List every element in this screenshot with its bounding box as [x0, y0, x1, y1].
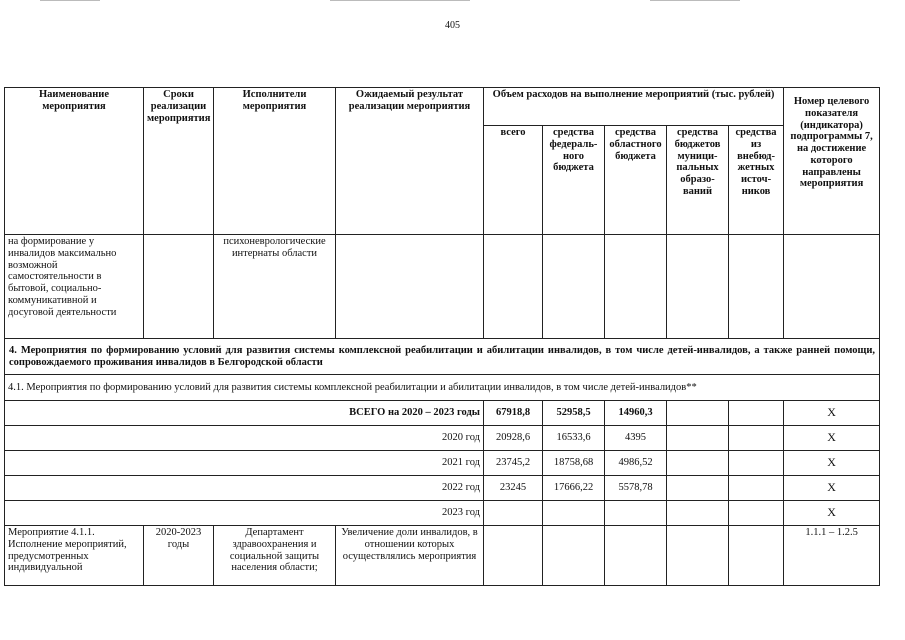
cell-total [484, 235, 543, 339]
year-municipal [667, 451, 729, 476]
year-label: 2023 год [5, 501, 484, 526]
totals-label: ВСЕГО на 2020 – 2023 годы [5, 401, 484, 426]
year-extrabudget [729, 451, 784, 476]
header-expenses-group: Объем расходов на выполнение мероприятий (тыс. рублей) [484, 88, 784, 126]
header-sub-regional: средства областного бюджета [605, 126, 667, 235]
subsection-41-title: 4.1. Мероприятия по формированию условий для развития системы комплексной реабилитации и абилитации инвалидов, в том числе детей-инвалидов** [5, 375, 880, 401]
year-total: 20928,6 [484, 426, 543, 451]
year-indicator: Х [784, 476, 880, 501]
cell-federal [543, 235, 605, 339]
year-total: 23245 [484, 476, 543, 501]
totals-regional: 14960,3 [605, 401, 667, 426]
header-col-result: Ожидаемый результат реализации мероприятия [336, 88, 484, 235]
year-row-2021 [5, 451, 880, 476]
scan-top-line-right [650, 0, 740, 1]
year-label: 2020 год [5, 426, 484, 451]
year-extrabudget [729, 476, 784, 501]
totals-extrabudget [729, 401, 784, 426]
header-col-indicator: Номер целевого показателя (индикатора) подпрограммы 7, на достижение которого направлены мероприятия [784, 88, 880, 235]
section-4-title: 4. Мероприятия по формированию условий для развития системы комплексной реабилитации и абилитации инвалидов, в том числе детей-инвалидов, а также ранней помощи, сопровождаемого проживания инвалидов в Белгородской области [5, 339, 880, 375]
measure-total [484, 526, 543, 586]
cell-regional [605, 235, 667, 339]
measures-table [4, 87, 880, 586]
year-federal [543, 501, 605, 526]
measure-regional [605, 526, 667, 586]
measure-extrabudget [729, 526, 784, 586]
year-extrabudget [729, 501, 784, 526]
year-row-2020 [5, 426, 880, 451]
header-sub-municipal: средства бюджетов муници-пальных образо-ваний [667, 126, 729, 235]
table-row-measure-411 [5, 526, 880, 586]
cell-municipal [667, 235, 729, 339]
year-federal: 16533,6 [543, 426, 605, 451]
header-sub-total: всего [484, 126, 543, 235]
year-indicator: Х [784, 426, 880, 451]
measure-period: 2020-2023 годы [144, 526, 214, 586]
year-row-2023 [5, 501, 880, 526]
year-municipal [667, 476, 729, 501]
year-indicator: Х [784, 451, 880, 476]
section-4-row [5, 339, 880, 375]
cell-indicator [784, 235, 880, 339]
year-row-2022 [5, 476, 880, 501]
totals-federal: 52958,5 [543, 401, 605, 426]
year-total [484, 501, 543, 526]
header-sub-extrabudget: средства из внебюд-жетных источ-ников [729, 126, 784, 235]
header-row-1 [5, 88, 880, 126]
year-regional [605, 501, 667, 526]
totals-indicator: Х [784, 401, 880, 426]
year-label: 2022 год [5, 476, 484, 501]
measure-executor: Департамент здравоохранения и социальной защиты населения области; [214, 526, 336, 586]
cell-period [144, 235, 214, 339]
header-sub-federal: средства федераль-ного бюджета [543, 126, 605, 235]
year-municipal [667, 501, 729, 526]
year-regional: 5578,78 [605, 476, 667, 501]
measure-result: Увеличение доли инвалидов, в отношении которых осуществлялись мероприятия [336, 526, 484, 586]
year-federal: 17666,22 [543, 476, 605, 501]
cell-executor: психоневрологические интернаты области [214, 235, 336, 339]
measure-indicator: 1.1.1 – 1.2.5 [784, 526, 880, 586]
year-regional: 4986,52 [605, 451, 667, 476]
measure-name: Мероприятие 4.1.1. Исполнение мероприятий, предусмотренных индивидуальной [5, 526, 144, 586]
year-indicator: Х [784, 501, 880, 526]
header-col-executor: Исполнители мероприятия [214, 88, 336, 235]
totals-municipal [667, 401, 729, 426]
header-col-period: Сроки реализации мероприятия [144, 88, 214, 235]
subsection-41-row [5, 375, 880, 401]
cell-name: на формирование у инвалидов максимально возможной самостоятельности в бытовой, социально-коммуникативной и досуговой деятельности [5, 235, 144, 339]
header-col-name: Наименование мероприятия [5, 88, 144, 235]
totals-row [5, 401, 880, 426]
page-number: 405 [445, 20, 460, 31]
year-label: 2021 год [5, 451, 484, 476]
table-row-continuation [5, 235, 880, 339]
scan-top-line-mid [330, 0, 470, 1]
measure-municipal [667, 526, 729, 586]
cell-result [336, 235, 484, 339]
year-federal: 18758,68 [543, 451, 605, 476]
year-municipal [667, 426, 729, 451]
year-extrabudget [729, 426, 784, 451]
measure-federal [543, 526, 605, 586]
scan-top-line-left [40, 0, 100, 1]
cell-extrabudget [729, 235, 784, 339]
totals-total: 67918,8 [484, 401, 543, 426]
year-regional: 4395 [605, 426, 667, 451]
year-total: 23745,2 [484, 451, 543, 476]
